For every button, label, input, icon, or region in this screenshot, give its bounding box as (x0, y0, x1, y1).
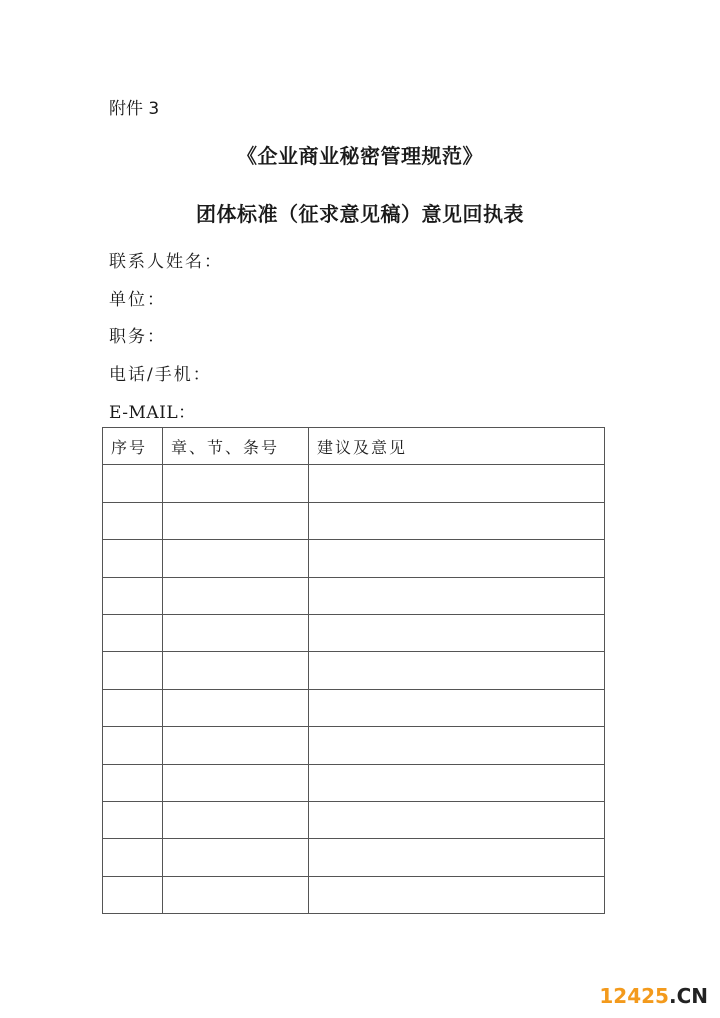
table-row (103, 764, 605, 801)
clause-cell[interactable] (163, 727, 309, 764)
table-row (103, 577, 605, 614)
suggestion-cell[interactable] (309, 801, 605, 838)
table-row (103, 540, 605, 577)
col-header-clause: 章、节、条号 (163, 428, 309, 465)
suggestion-cell[interactable] (309, 876, 605, 913)
clause-cell[interactable] (163, 465, 309, 502)
feedback-table (102, 427, 605, 914)
number-cell[interactable] (103, 876, 163, 913)
clause-cell[interactable] (163, 876, 309, 913)
watermark-number: 12425 (599, 984, 669, 1008)
suggestion-cell[interactable] (309, 764, 605, 801)
table-header-row (103, 428, 605, 465)
suggestion-cell[interactable] (309, 465, 605, 502)
document-subtitle: 团体标准（征求意见稿）意见回执表 (196, 202, 524, 226)
table-row (103, 689, 605, 726)
table-row (103, 801, 605, 838)
table-row (103, 727, 605, 764)
number-cell[interactable] (103, 727, 163, 764)
number-cell[interactable] (103, 540, 163, 577)
unit-label: 单位： (109, 290, 166, 310)
table-row (103, 465, 605, 502)
clause-cell[interactable] (163, 764, 309, 801)
suggestion-cell[interactable] (309, 689, 605, 726)
suggestion-cell[interactable] (309, 652, 605, 689)
table-row (103, 652, 605, 689)
position-label: 职务： (109, 327, 166, 347)
clause-cell[interactable] (163, 652, 309, 689)
number-cell[interactable] (103, 465, 163, 502)
number-cell[interactable] (103, 614, 163, 651)
number-cell[interactable] (103, 801, 163, 838)
clause-cell[interactable] (163, 577, 309, 614)
suggestion-cell[interactable] (309, 614, 605, 651)
clause-cell[interactable] (163, 540, 309, 577)
table-row (103, 876, 605, 913)
document-title: 《企业商业秘密管理规范》 (237, 144, 483, 168)
number-cell[interactable] (103, 577, 163, 614)
number-cell[interactable] (103, 502, 163, 539)
table-row (103, 839, 605, 876)
suggestion-cell[interactable] (309, 540, 605, 577)
clause-cell[interactable] (163, 839, 309, 876)
table-row (103, 614, 605, 651)
contact-name-label: 联系人姓名： (109, 252, 223, 272)
suggestion-cell[interactable] (309, 727, 605, 764)
clause-cell[interactable] (163, 614, 309, 651)
number-cell[interactable] (103, 652, 163, 689)
site-watermark (599, 984, 708, 1008)
email-label: E-MAIL： (109, 403, 196, 423)
clause-cell[interactable] (163, 689, 309, 726)
phone-label: 电话/手机： (109, 365, 212, 385)
number-cell[interactable] (103, 839, 163, 876)
clause-cell[interactable] (163, 801, 309, 838)
watermark-domain: .CN (668, 984, 708, 1008)
col-header-number: 序号 (103, 428, 163, 465)
clause-cell[interactable] (163, 502, 309, 539)
suggestion-cell[interactable] (309, 502, 605, 539)
attachment-label: 附件 3 (109, 99, 160, 119)
suggestion-cell[interactable] (309, 577, 605, 614)
suggestion-cell[interactable] (309, 839, 605, 876)
table-row (103, 502, 605, 539)
col-header-suggestion: 建议及意见 (309, 428, 605, 465)
number-cell[interactable] (103, 689, 163, 726)
number-cell[interactable] (103, 764, 163, 801)
